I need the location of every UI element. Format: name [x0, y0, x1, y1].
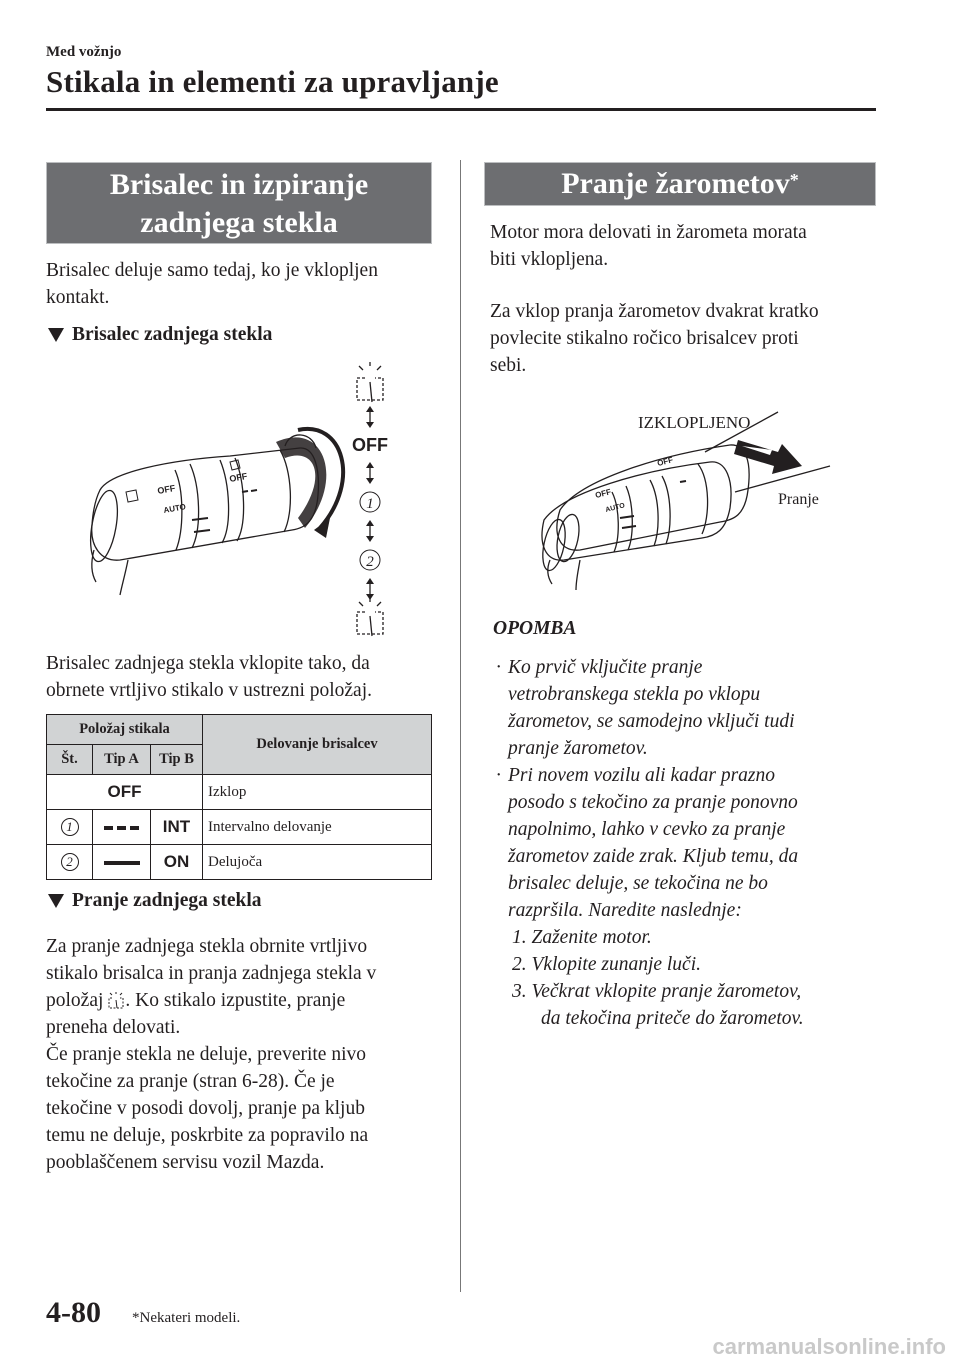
subheading-rear-wiper [48, 324, 272, 346]
solid-line-icon [104, 860, 140, 866]
lever-off-label: OFF [594, 487, 613, 500]
section-banner-rear-wiper [46, 162, 432, 244]
note-2-line-3: napolnimo, lahko v cevko za pranje [508, 819, 786, 840]
washer-line-3 [46, 987, 345, 1014]
washer-line-4: preneha delovati. [46, 1017, 181, 1038]
lever-off-label-2: OFF [228, 470, 249, 484]
note-2-line-6: razpršila. Naredite naslednje: [508, 900, 742, 921]
circled-number-2: 2 [61, 853, 79, 871]
section-label: Med vožnjo [46, 44, 122, 60]
triangle-marker-icon [48, 328, 64, 342]
pull-arrow-icon [734, 440, 802, 474]
subheading-text: Brisalec zadnjega stekla [72, 324, 273, 345]
rear-wiper-lever-figure [80, 360, 420, 645]
row-off-desc: Izklop [203, 775, 432, 810]
legend-off-label: OFF [352, 435, 388, 455]
step-3: 3. Večkrat vklopite pranje žarometov, [512, 981, 802, 1002]
headlight-para1-line1: Motor mora delovati in žarometa morata [490, 222, 807, 243]
headlight-para2-line2: povlecite stikalno ročico brisalcev proti [490, 328, 799, 349]
lever-off-label-2: OFF [656, 455, 675, 468]
note-2-line-5: brisalec deluje, se tekočina ne bo [508, 873, 768, 894]
circled-number-1: 1 [61, 818, 79, 836]
rotation-arrow-icon [276, 437, 326, 528]
triangle-marker-icon [48, 894, 64, 908]
header-wiper-operation: Delovanje brisalcev [203, 715, 432, 775]
subheading-text: Pranje zadnjega stekla [72, 890, 262, 911]
washer-line-3-start: položaj [46, 990, 104, 1011]
switch-position-table [46, 714, 432, 880]
chapter-title: Stikala in elementi za upravljanje [46, 64, 499, 99]
row-off-mode: OFF [47, 775, 203, 810]
table-row [47, 845, 432, 880]
row-1-type-a [93, 810, 151, 845]
washer-line-5: Če pranje stekla ne deluje, preverite nivo [46, 1044, 366, 1065]
dashed-line-icon [104, 825, 140, 831]
step-3-continued: da tekočina priteče do žarometov. [541, 1008, 804, 1029]
step-2: 2. Vklopite zunanje luči. [512, 954, 702, 975]
intro-text: Brisalec deluje samo tedaj, ko je vklopljen kontakt. [46, 260, 378, 308]
headlight-para2-line3: sebi. [490, 355, 527, 376]
row-2-number [47, 845, 93, 880]
lever-auto-label: AUTO [162, 502, 187, 515]
washer-line-1: Za pranje zadnjega stekla obrnite vrtljivo [46, 936, 368, 957]
header-type-b: Tip B [151, 745, 203, 775]
row-1-number [47, 810, 93, 845]
footnote: *Nekateri modeli. [132, 1310, 241, 1326]
banner-title: Pranje žarometov [561, 167, 790, 200]
note-1-line-1: Ko prvič vključite pranje [508, 657, 703, 678]
note-item-2 [496, 762, 866, 924]
washer-line-8: temu ne deluje, poskrbite za popravilo na [46, 1125, 369, 1146]
row-2-type-b: ON [151, 845, 203, 880]
legend-num-1: 1 [366, 496, 374, 512]
banner-line-2: zadnjega stekla [140, 206, 338, 239]
note-2-line-4: žarometov zaide zrak. Kljub temu, da [508, 846, 799, 867]
step-1: 1. Zaženite motor. [512, 927, 652, 948]
page-number: 4-80 [46, 1296, 101, 1329]
washer-line-2: stikalo brisalca in pranja zadnjega stekla v [46, 963, 377, 984]
lever-auto-label: AUTO [604, 502, 626, 514]
washer-line-7: tekočine v posodi dovolj, pranje pa kljub [46, 1098, 365, 1119]
row-1-desc: Intervalno delovanje [203, 810, 432, 845]
note-title: OPOMBA [493, 618, 577, 639]
title-rule [46, 108, 876, 111]
note-1-line-3: žarometov, se samodejno vključi tudi [508, 711, 795, 732]
row-2-desc: Delujoča [203, 845, 432, 880]
washer-line-9: pooblaščenem servisu vozil Mazda. [46, 1152, 325, 1173]
bullet-icon: · [496, 765, 501, 786]
row-1-type-b: INT [151, 810, 203, 845]
header-number: Št. [47, 745, 93, 775]
note-2-line-2: posodo s tekočino za pranje ponovno [508, 792, 798, 813]
washer-line-6: tekočine za pranje (stran 6-28). Če je [46, 1071, 335, 1092]
table-row [47, 775, 432, 810]
lever-off-label: OFF [156, 482, 177, 496]
note-2-line-1: Pri novem vozilu ali kadar prazno [508, 765, 776, 786]
note-1-line-2: vetrobranskega stekla po vklopu [508, 684, 761, 705]
watermark: carmanualsonline.info [712, 1334, 946, 1359]
legend-num-2: 2 [366, 554, 374, 570]
header-switch-position: Položaj stikala [47, 715, 203, 745]
section-banner-headlight-washer [484, 162, 876, 206]
label-wash-position: Pranje [778, 491, 819, 508]
para-rear-wiper-line1: Brisalec zadnjega stekla vklopite tako, da [46, 653, 370, 674]
table-row [47, 810, 432, 845]
washer-symbol-icon [107, 992, 125, 1010]
headlight-washer-lever-figure [520, 400, 850, 600]
banner-line-1: Brisalec in izpiranje [109, 168, 369, 201]
subheading-rear-washer [48, 890, 262, 912]
bullet-icon: · [496, 657, 501, 678]
note-1-line-4: pranje žarometov. [508, 738, 648, 759]
column-divider [460, 160, 461, 1292]
para-rear-wiper-line2: obrnete vrtljivo stikalo v ustrezni položaj. [46, 680, 373, 701]
header-type-a: Tip A [93, 745, 151, 775]
label-off-position: IZKLOPLJENO [638, 413, 751, 432]
row-2-type-a [93, 845, 151, 880]
headlight-para2-line1: Za vklop pranja žarometov dvakrat kratko [490, 301, 819, 322]
headlight-para1-line2: biti vklopljena. [490, 249, 609, 270]
note-item-1 [496, 654, 866, 762]
washer-line-3-end: . Ko stikalo izpustite, pranje [125, 990, 346, 1011]
model-asterisk: * [789, 170, 799, 190]
